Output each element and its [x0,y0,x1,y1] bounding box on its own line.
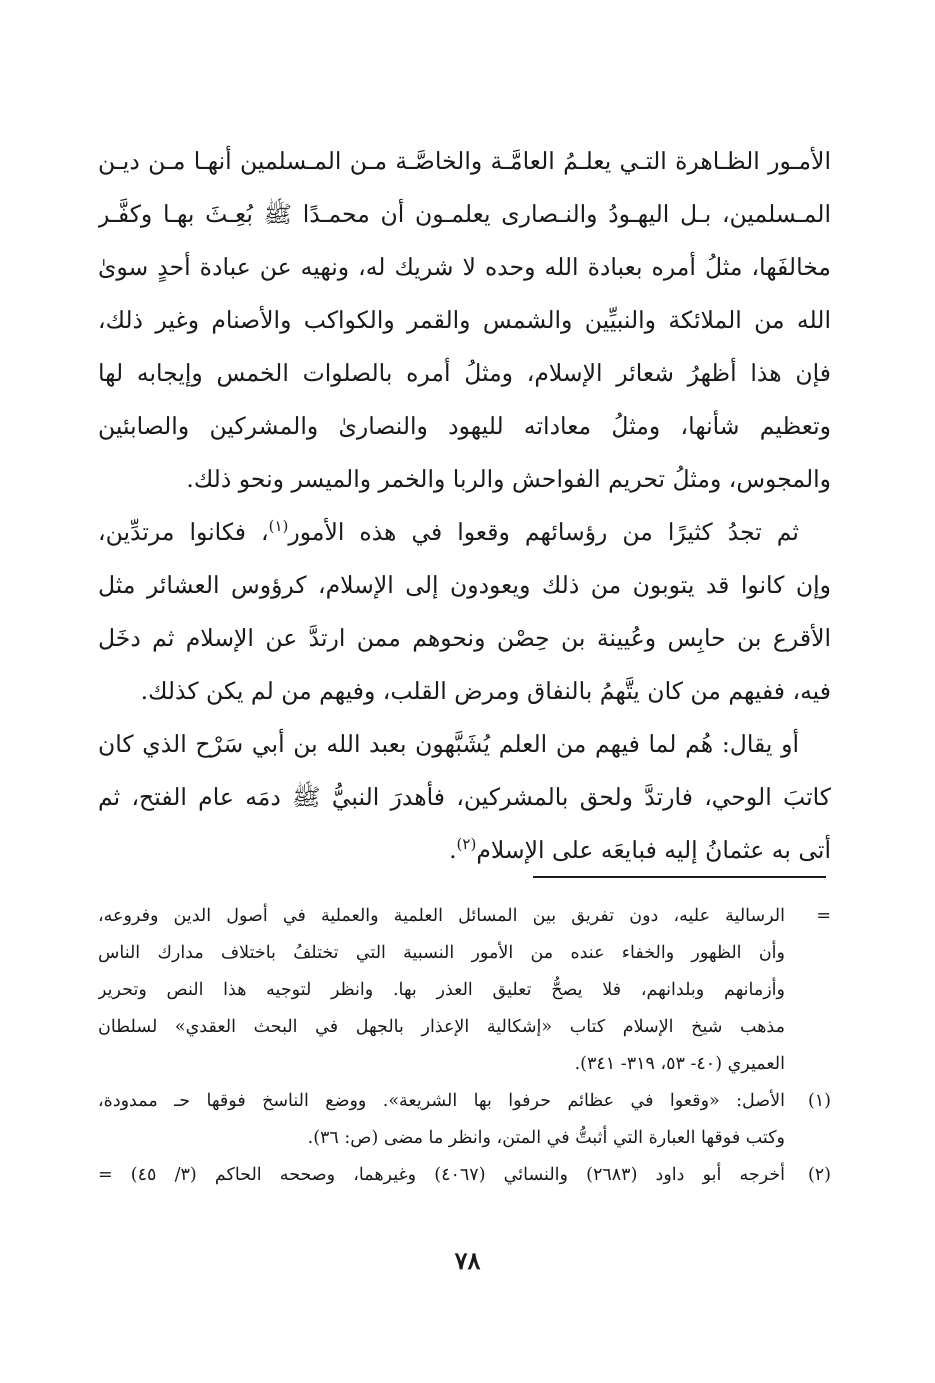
paragraph-1 [98,135,831,506]
text-segment: أتى به عثمانُ إليه فبايعَه على الإسلام [476,836,831,864]
footnote-marker-1[interactable]: (١) [268,517,289,536]
footnote-number: (٢) [807,1165,831,1185]
footnote-marker-2[interactable]: (٢) [456,835,477,854]
text-line: فيه، ففيهم من كان يتَّهمُ بالنفاق ومرض القلب، وفيهم من لم يكن كذلك. [140,677,831,705]
footnote-line: مذهب شيخ الإسلام كتاب «إشكالية الإعذار بالجهل في البحث العقدي» لسلطان [98,1017,785,1037]
text-line: فإن هذا أظهرُ شعائر الإسلام، ومثلُ أمره بالصلوات الخمس وإيجابه لها [98,359,831,387]
paragraph-2 [98,506,831,718]
text-line: الله من الملائكة والنبيِّين والشمس والقمر والكواكب والأصنام وغير ذلك، [98,306,831,334]
footnote-number: (١) [807,1091,831,1111]
paragraph-3 [98,718,831,877]
footnote-1 [98,1083,831,1157]
text-line: الأقرع بن حابِس وعُيينة بن حِصْن ونحوهم ممن ارتدَّ عن الإسلام ثم دخَل [98,624,831,652]
text-line: وإن كانوا قد يتوبون من ذلك ويعودون إلى الإسلام، كرؤوس العشائر مثل [98,571,831,599]
footnote-body [98,1083,785,1157]
footnote-line: أخرجه أبو داود (٢٦٨٣) والنسائي (٤٠٦٧) وغيرهما، وصححه الحاكم (٣/ ٤٥) = [98,1165,785,1185]
footnote-line: وكتب فوقها العبارة التي أثبتُّ في المتن، وانظر ما مضى (ص: ٣٦). [307,1128,785,1148]
text-segment: . [449,836,457,864]
footnote-line: العميري (٤٠- ٥٣، ٣١٩- ٣٤١). [574,1054,785,1074]
footnote-number: = [816,906,831,926]
text-line: والمجوس، ومثلُ تحريم الفواحش والربا والخمر والميسر ونحو ذلك. [186,465,831,493]
footnotes [98,898,831,1194]
footnote-body [98,898,785,1083]
text-line: كاتبَ الوحي، فارتدَّ ولحق بالمشركين، فأهدرَ النبيُّ ﷺ دمَه عام الفتح، ثم [98,783,831,811]
main-text [98,135,831,877]
footnote-line: وأن الظهور والخفاء عنده من الأمور النسبية التي تختلفُ باختلاف مدارك الناس [98,943,785,963]
page-number: ٧٨ [454,1246,481,1275]
footnote-divider [533,876,826,878]
text-line [98,824,831,877]
footnote-continued [98,898,831,1083]
text-segment: ثم تجدُ كثيرًا من رؤسائهم وقعوا في هذه الأمور [288,518,799,546]
text-line: مخالفَها، مثلُ أمره بعبادة الله وحده لا شريك له، ونهيه عن عبادة أحدٍ سوىٰ [98,253,831,281]
text-line: الأمـور الظـاهرة التـي يعلـمُ العامَّـة والخاصَّـة مـن المـسلمين أنهـا مـن ديـن [98,147,831,175]
text-line: المـسلمين، بـل اليهـودُ والنـصارى يعلمـون أن محمـدًا ﷺ بُعِـثَ بهـا وكفَّـر [98,200,831,228]
footnote-body [98,1157,785,1194]
text-line: أو يقال: هُم لما فيهم من العلم يُشَبَّهون بعبد الله بن أبي سَرْح الذي كان [98,730,799,758]
text-line [98,506,831,559]
footnote-line: الرسالية عليه، دون تفريق بين المسائل العلمية والعملية في أصول الدين وفروعه، [98,906,785,926]
footnote-line: الأصل: «وقعوا في عظائم حرفوا بها الشريعة». ووضع الناسخ فوقها حـ ممدودة، [98,1091,785,1111]
text-line: وتعظيم شأنها، ومثلُ معاداته لليهود والنصارىٰ والمشركين والصابئين [98,412,831,440]
text-segment: ، فكانوا مرتدِّين، [98,518,269,546]
footnote-2 [98,1157,831,1194]
footnote-line: وأزمانهم وبلدانهم، فلا يصحُّ تعليق العذر بها. وانظر لتوجيه هذا النص وتحرير [98,980,785,1000]
